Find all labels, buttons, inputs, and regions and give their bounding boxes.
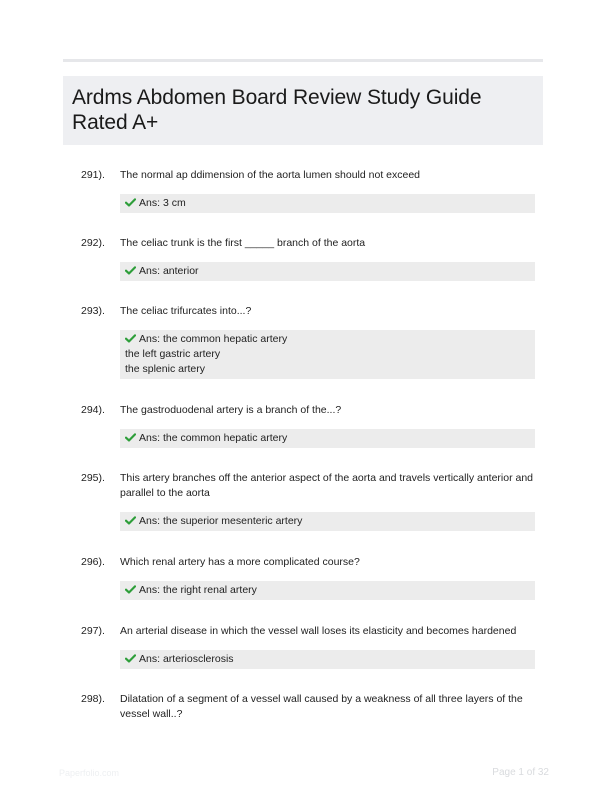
question-text: An arterial disease in which the vessel wall loses its elasticity and becomes hardened (120, 625, 517, 637)
answer-text: arteriosclerosis (162, 653, 234, 665)
question-text: The gastroduodenal artery is a branch of the...? (120, 404, 342, 416)
qa-item-292 (81, 236, 535, 281)
question-text: This artery branches off the anterior aspect of the aorta and travels vertically anterior and parallel to the aorta (120, 472, 534, 499)
qa-item-297 (81, 624, 535, 669)
answer-box (120, 194, 535, 213)
answer-text: the superior mesenteric artery (162, 515, 303, 527)
qa-item-295 (81, 471, 535, 531)
answer-line (125, 514, 530, 529)
answer-line: the left gastric artery (125, 348, 221, 360)
question-number: 295). (81, 472, 105, 484)
qa-item-296 (81, 555, 535, 600)
page-title: Ardms Abdomen Board Review Study Guide Rated A+ (72, 86, 482, 134)
question-row (81, 471, 535, 501)
answer-prefix: Ans: (139, 265, 161, 277)
question-text: Dilatation of a segment of a vessel wall caused by a weakness of all three layers of the vessel wall..? (120, 693, 523, 720)
answer-line (125, 431, 530, 446)
question-text: The celiac trifurcates into...? (120, 305, 252, 317)
answer-line (125, 196, 530, 211)
answer-line (125, 583, 530, 598)
answer-text: the common hepatic artery (162, 333, 288, 345)
answer-line (125, 652, 530, 667)
question-row (81, 692, 535, 722)
question-text: Which renal artery has a more complicated course? (120, 556, 360, 568)
qa-item-298 (81, 692, 535, 722)
answer-prefix: Ans: (139, 197, 161, 209)
question-row (81, 236, 535, 251)
question-number: 292). (81, 237, 105, 249)
check-icon (125, 334, 136, 343)
answer-box (120, 330, 535, 379)
qa-item-291 (81, 168, 535, 213)
question-row (81, 624, 535, 639)
check-icon (125, 433, 136, 442)
answer-box (120, 262, 535, 281)
question-row (81, 304, 535, 319)
answer-text: 3 cm (162, 197, 186, 209)
question-row (81, 555, 535, 570)
question-row (81, 168, 535, 183)
top-divider (63, 59, 543, 62)
answer-text: anterior (162, 265, 199, 277)
answer-box (120, 650, 535, 669)
question-number: 291). (81, 169, 105, 181)
answer-prefix: Ans: (139, 584, 161, 596)
question-number: 296). (81, 556, 105, 568)
footer-watermark: Paperfolio.com (59, 768, 120, 778)
answer-text: the right renal artery (162, 584, 257, 596)
qa-item-293 (81, 304, 535, 379)
answer-box (120, 512, 535, 531)
question-number: 293). (81, 305, 105, 317)
answer-box (120, 429, 535, 448)
answer-box (120, 581, 535, 600)
answer-prefix: Ans: (139, 653, 161, 665)
answer-text: the common hepatic artery (162, 432, 288, 444)
check-icon (125, 654, 136, 663)
answer-prefix: Ans: (139, 432, 161, 444)
question-number: 297). (81, 625, 105, 637)
check-icon (125, 585, 136, 594)
check-icon (125, 266, 136, 275)
title-banner (63, 76, 543, 145)
question-text: The normal ap ddimension of the aorta lumen should not exceed (120, 169, 421, 181)
answer-line: the splenic artery (125, 363, 205, 375)
check-icon (125, 516, 136, 525)
question-number: 298). (81, 693, 105, 705)
answer-prefix: Ans: (139, 333, 161, 345)
check-icon (125, 198, 136, 207)
qa-item-294 (81, 403, 535, 448)
question-number: 294). (81, 404, 105, 416)
answer-line (125, 264, 530, 279)
answer-line (125, 332, 530, 347)
page-number: Page 1 of 32 (492, 767, 549, 778)
question-text: The celiac trunk is the first _____ branch of the aorta (120, 237, 366, 249)
question-row (81, 403, 535, 418)
answer-prefix: Ans: (139, 515, 161, 527)
